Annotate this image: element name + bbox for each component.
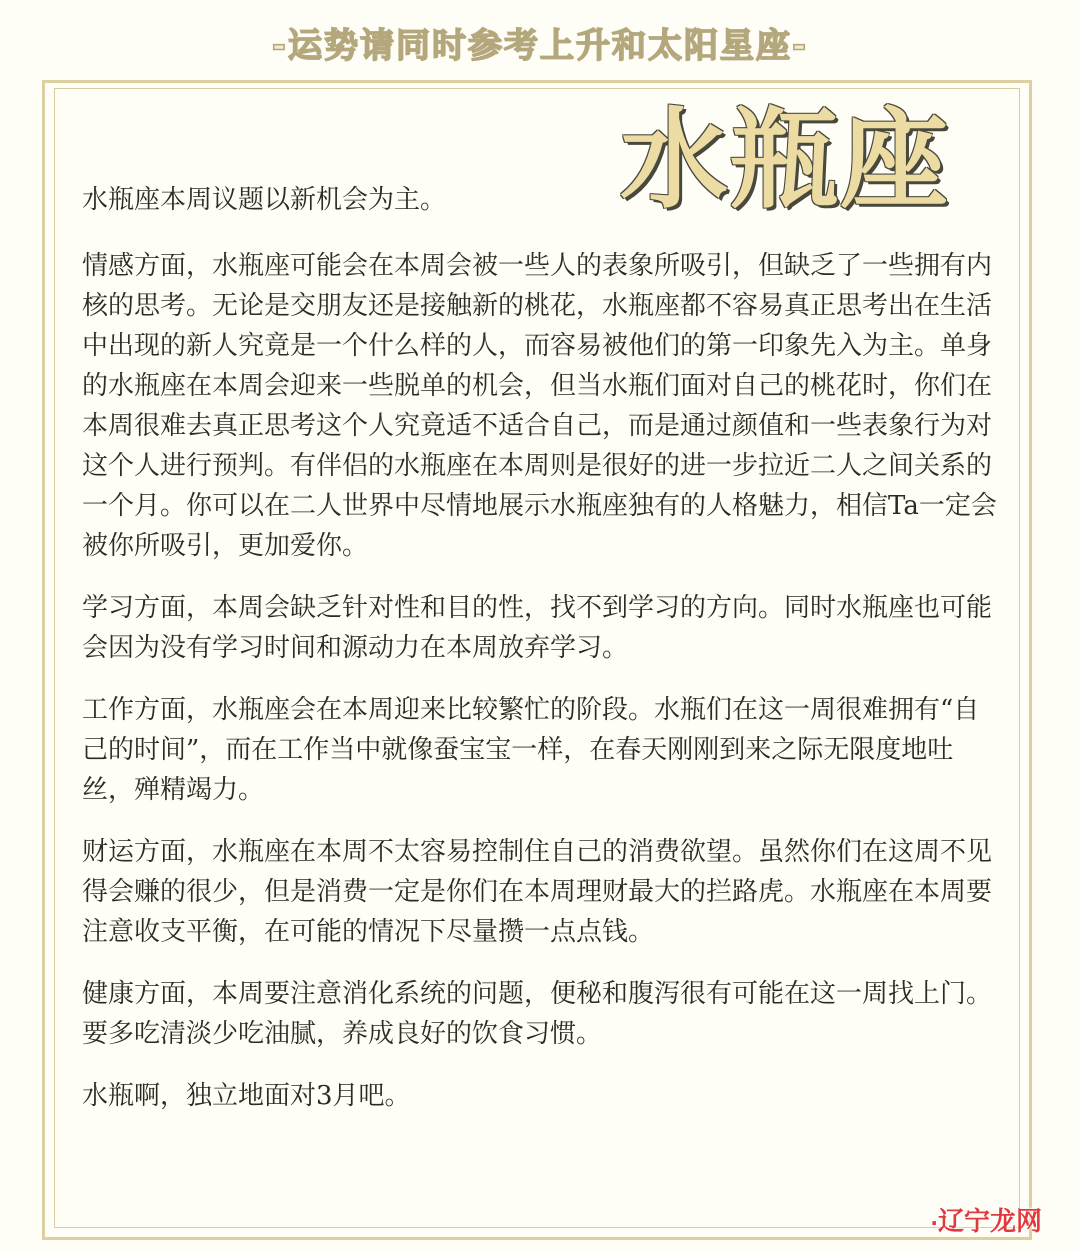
zodiac-title: 水瓶座	[620, 98, 951, 223]
finance-paragraph: 财运方面，水瓶座在本周不太容易控制住自己的消费欲望。虽然你们在这周不见得会赚的很少，但是消费一定是你们在本周理财最大的拦路虎。水瓶座在本周要注意收支平衡，在可能的情况下尽量攒一点点钱。	[82, 837, 993, 947]
watermark-dot: ·	[930, 1211, 938, 1235]
health-paragraph: 健康方面，本周要注意消化系统的问题，便秘和腹泻很有可能在这一周找上门。要多吃清淡少吃油腻，养成良好的饮食习惯。	[82, 979, 993, 1049]
intro-paragraph: 水瓶座本周议题以新机会为主。	[82, 185, 447, 215]
top-banner: -运势请同时参考上升和太阳星座-	[271, 26, 809, 66]
horoscope-content	[82, 180, 997, 1138]
study-paragraph: 学习方面，本周会缺乏针对性和目的性，找不到学习的方向。同时水瓶座也可能会因为没有学习时间和源动力在本周放弃学习。	[82, 593, 993, 663]
site-watermark	[930, 1201, 1042, 1238]
watermark-text: 辽宁龙网	[937, 1207, 1042, 1237]
closing-paragraph: 水瓶啊，独立地面对3月吧。	[82, 1081, 411, 1111]
work-paragraph: 工作方面，水瓶座会在本周迎来比较繁忙的阶段。水瓶们在这一周很难拥有“自己的时间”，而在工作当中就像蚕宝宝一样，在春天刚刚到来之际无限度地吐丝，殚精竭力。	[82, 695, 980, 805]
love-paragraph: 情感方面，水瓶座可能会在本周会被一些人的表象所吸引，但缺乏了一些拥有内核的思考。无论是交朋友还是接触新的桃花，水瓶座都不容易真正思考出在生活中出现的新人究竟是一个什么样的人，而容易被他们的第一印象先入为主。单身的水瓶座在本周会迎来一些脱单的机会，但当水瓶们面对自己的桃花时，你们在本周很难去真正思考这个人究竟适不适合自己，而是通过颜值和一些表象行为对这个人进行预判。有伴侣的水瓶座在本周则是很好的进一步拉近二人之间关系的一个月。你可以在二人世界中尽情地展示水瓶座独有的人格魅力，相信Ta一定会被你所吸引，更加爱你。	[82, 251, 997, 561]
